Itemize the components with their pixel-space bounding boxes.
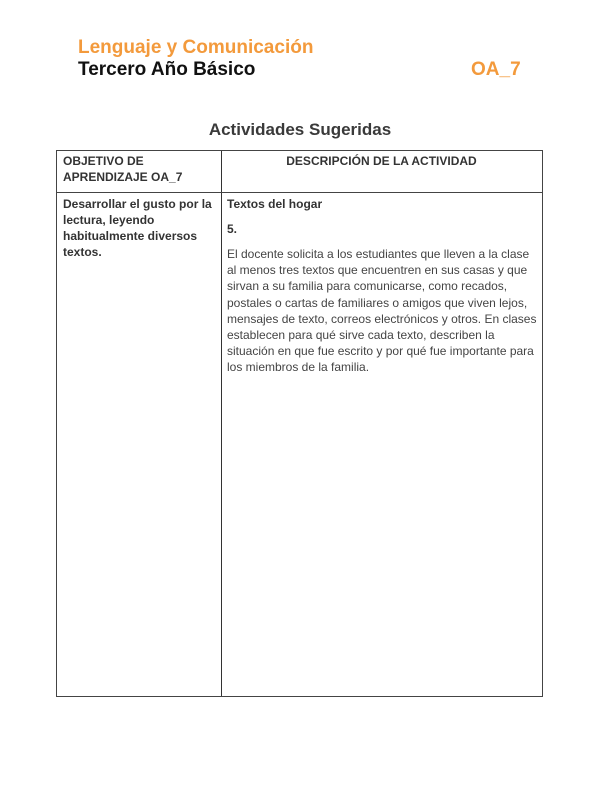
activity-title: Textos del hogar <box>227 197 323 211</box>
section-title: Actividades Sugeridas <box>208 120 392 139</box>
activity-body: El docente solicita a los estudiantes que lleven a la clase al menos tres textos que encuentren en sus casas y que sirvan a su familia para comunicarse, como recados, postales o cartas de familiares o amigos que viven lejos, mensajes de texto, correos electrónicos y otros. En clases establecen para qué sirve cada texto, describen la situación en que fue escrito y por qué fue importante para los miembros de la familia. <box>227 247 537 375</box>
header-divider <box>57 192 542 193</box>
objective-code: OA_7 <box>471 59 521 80</box>
column-divider <box>221 151 222 696</box>
activities-table <box>56 150 543 697</box>
description-cell <box>227 196 539 376</box>
grade-title: Tercero Año Básico <box>78 59 256 80</box>
column-header-description: DESCRIPCIÓN DE LA ACTIVIDAD <box>286 154 477 168</box>
activity-number: 5. <box>227 222 238 236</box>
subject-title: Lenguaje y Comunicación <box>78 37 314 58</box>
objective-cell: Desarrollar el gusto por la lectura, leyendo habitualmente diversos textos. <box>63 197 212 259</box>
column-header-objective: OBJETIVO DE APRENDIZAJE OA_7 <box>63 154 183 184</box>
